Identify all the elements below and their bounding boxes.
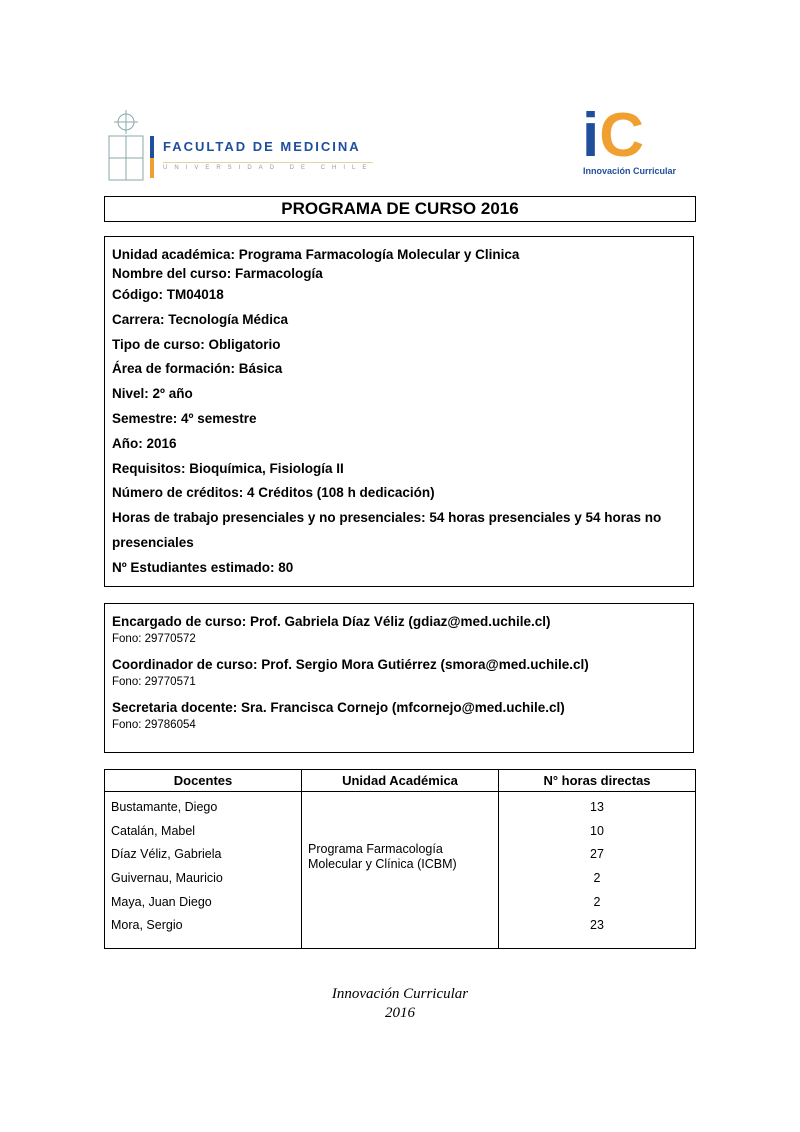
teacher-name: Catalán, Mabel xyxy=(111,823,196,838)
info-line: Carrera: Tecnología Médica xyxy=(112,311,289,327)
table-header-row xyxy=(105,770,696,792)
ic-logo: iC Innovación Curricular xyxy=(582,101,677,176)
hours-value: 2 xyxy=(593,894,601,909)
phone: Fono: 29770572 xyxy=(112,633,196,645)
hours-value: 23 xyxy=(590,918,604,933)
contacts-box xyxy=(104,603,694,753)
university-crest-logo xyxy=(106,110,146,182)
teacher-name: Bustamante, Diego xyxy=(111,800,218,814)
footer-line: Innovación Curricular xyxy=(331,986,469,1002)
info-line: Requisitos: Bioquímica, Fisiología II xyxy=(112,460,344,476)
info-line: Código: TM04018 xyxy=(112,287,224,302)
hours-value: 10 xyxy=(590,823,604,838)
teachers-table xyxy=(104,769,696,949)
teacher-name: Guivernau, Mauricio xyxy=(111,871,223,886)
info-line: presenciales xyxy=(112,534,194,550)
teacher-name: Maya, Juan Diego xyxy=(111,894,212,909)
info-line: Número de créditos: 4 Créditos (108 h dedicación) xyxy=(112,485,435,501)
column-header: Docentes xyxy=(105,770,302,792)
course-manager: Encargado de curso: Prof. Gabriela Díaz Véliz (gdiaz@med.uchile.cl) xyxy=(112,614,551,629)
info-line: Nombre del curso: Farmacología xyxy=(112,266,323,281)
info-line: Tipo de curso: Obligatorio xyxy=(112,336,281,352)
university-logo-text: UNIVERSIDAD DE CHILE xyxy=(163,162,373,171)
footer xyxy=(0,985,800,1023)
course-info-box xyxy=(104,236,694,587)
course-coordinator: Coordinador de curso: Prof. Sergio Mora Gutiérrez (smora@med.uchile.cl) xyxy=(112,657,589,672)
secretary: Secretaria docente: Sra. Francisca Cornejo (mfcornejo@med.uchile.cl) xyxy=(112,700,565,715)
phone: Fono: 29786054 xyxy=(112,719,196,731)
teacher-name: Díaz Véliz, Gabriela xyxy=(111,847,222,862)
info-line: Nº Estudiantes estimado: 80 xyxy=(112,559,294,575)
info-line: Nivel: 2º año xyxy=(112,386,193,402)
faculty-logo-text: FACULTAD DE MEDICINA xyxy=(163,139,361,154)
footer-year: 2016 xyxy=(385,1005,415,1021)
info-line: Área de formación: Básica xyxy=(112,361,283,377)
info-line: Unidad académica: Programa Farmacología Molecular y Clinica xyxy=(112,247,520,262)
academic-unit: Programa Farmacología Molecular y Clínica (ICBM) xyxy=(302,792,499,949)
page-title: PROGRAMA DE CURSO 2016 xyxy=(104,196,696,222)
hours-value: 2 xyxy=(593,871,601,886)
hours-value: 27 xyxy=(590,847,604,862)
table-body-row xyxy=(105,792,696,949)
info-line: Año: 2016 xyxy=(112,435,177,451)
column-header: N° horas directas xyxy=(499,770,696,792)
info-line: Semestre: 4º semestre xyxy=(112,410,257,426)
teacher-name: Mora, Sergio xyxy=(111,918,183,933)
hours-column xyxy=(499,792,696,949)
column-header: Unidad Académica xyxy=(302,770,499,792)
info-line: Horas de trabajo presenciales y no presenciales: 54 horas presenciales y 54 horas no xyxy=(112,510,662,526)
teachers-column xyxy=(105,792,302,949)
faculty-logo-bar xyxy=(150,136,154,178)
phone: Fono: 29770571 xyxy=(112,676,196,688)
hours-value: 13 xyxy=(590,800,604,814)
